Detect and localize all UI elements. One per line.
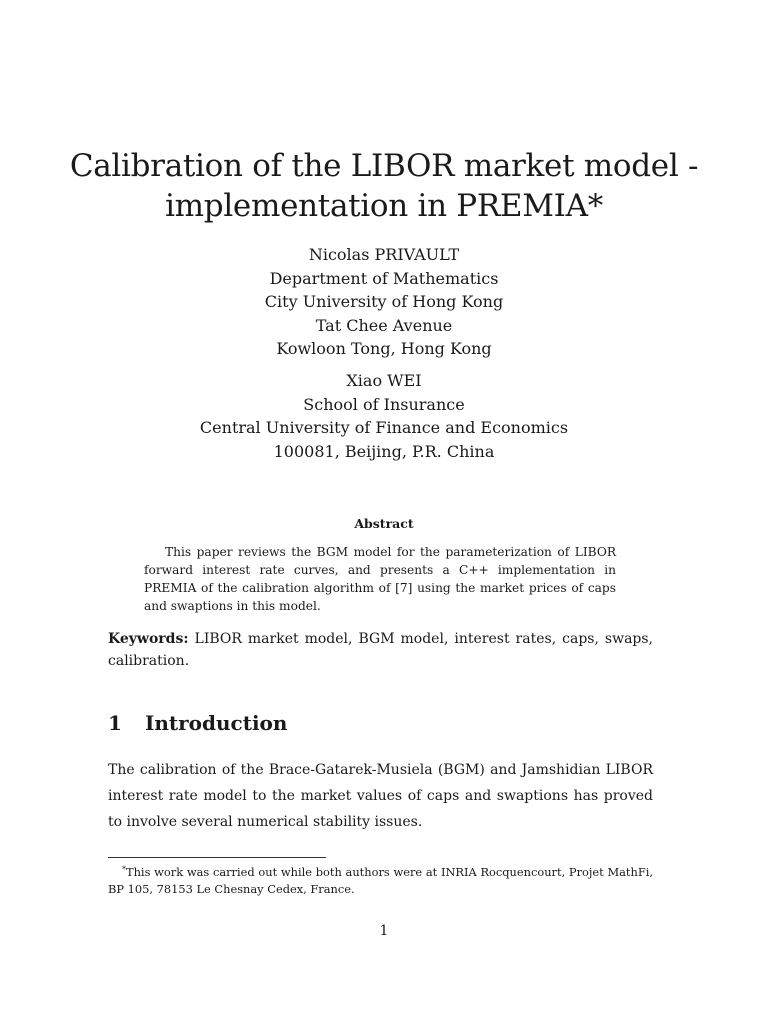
author-institution: Central University of Finance and Economics xyxy=(199,418,569,437)
title-line-1: Calibration of the LIBOR market model - xyxy=(69,148,699,184)
author-name: Nicolas PRIVAULT xyxy=(308,245,460,264)
author-institution: City University of Hong Kong xyxy=(264,292,504,311)
section-heading xyxy=(108,711,287,735)
author-block-1 xyxy=(0,243,768,361)
paper-title xyxy=(0,146,768,226)
abstract-heading: Abstract xyxy=(354,516,414,531)
footnote-rule xyxy=(108,857,326,858)
keywords-label: Keywords: xyxy=(108,631,189,647)
author-department: School of Insurance xyxy=(303,394,465,414)
section-title: Introduction xyxy=(145,711,288,735)
footnote xyxy=(108,861,653,898)
keywords xyxy=(108,628,653,672)
footnote-text: This work was carried out while both authors were at INRIA Rocquencourt, Projet MathFi, BP 105, 78153 Le Chesnay Cedex, France. xyxy=(108,865,653,896)
author-block-2 xyxy=(0,369,768,463)
abstract-text: This paper reviews the BGM model for the parameterization of LIBOR forward interest rate curves, and presents a C++ implementation in PREMIA of the calibration algorithm of [7] using the market prices of caps and swaptions in this model. xyxy=(144,545,616,613)
footnote-mark: * xyxy=(122,865,126,874)
intro-paragraph: The calibration of the Brace-Gatarek-Musiela (BGM) and Jamshidian LIBOR interest rate model to the market values of caps and swaptions has proved to involve several numerical stability issues. xyxy=(108,762,653,830)
author-department: Department of Mathematics xyxy=(269,268,499,288)
keywords-text: LIBOR market model, BGM model, interest rates, caps, swaps, calibration. xyxy=(108,631,654,669)
title-line-2: implementation in PREMIA* xyxy=(165,188,603,224)
author-street: Tat Chee Avenue xyxy=(315,315,453,335)
author-city: 100081, Beijing, P.R. China xyxy=(273,441,495,461)
page-number: 1 xyxy=(379,923,389,939)
author-name: Xiao WEI xyxy=(346,371,422,390)
author-city: Kowloon Tong, Hong Kong xyxy=(276,339,492,358)
section-number: 1 xyxy=(108,711,122,735)
